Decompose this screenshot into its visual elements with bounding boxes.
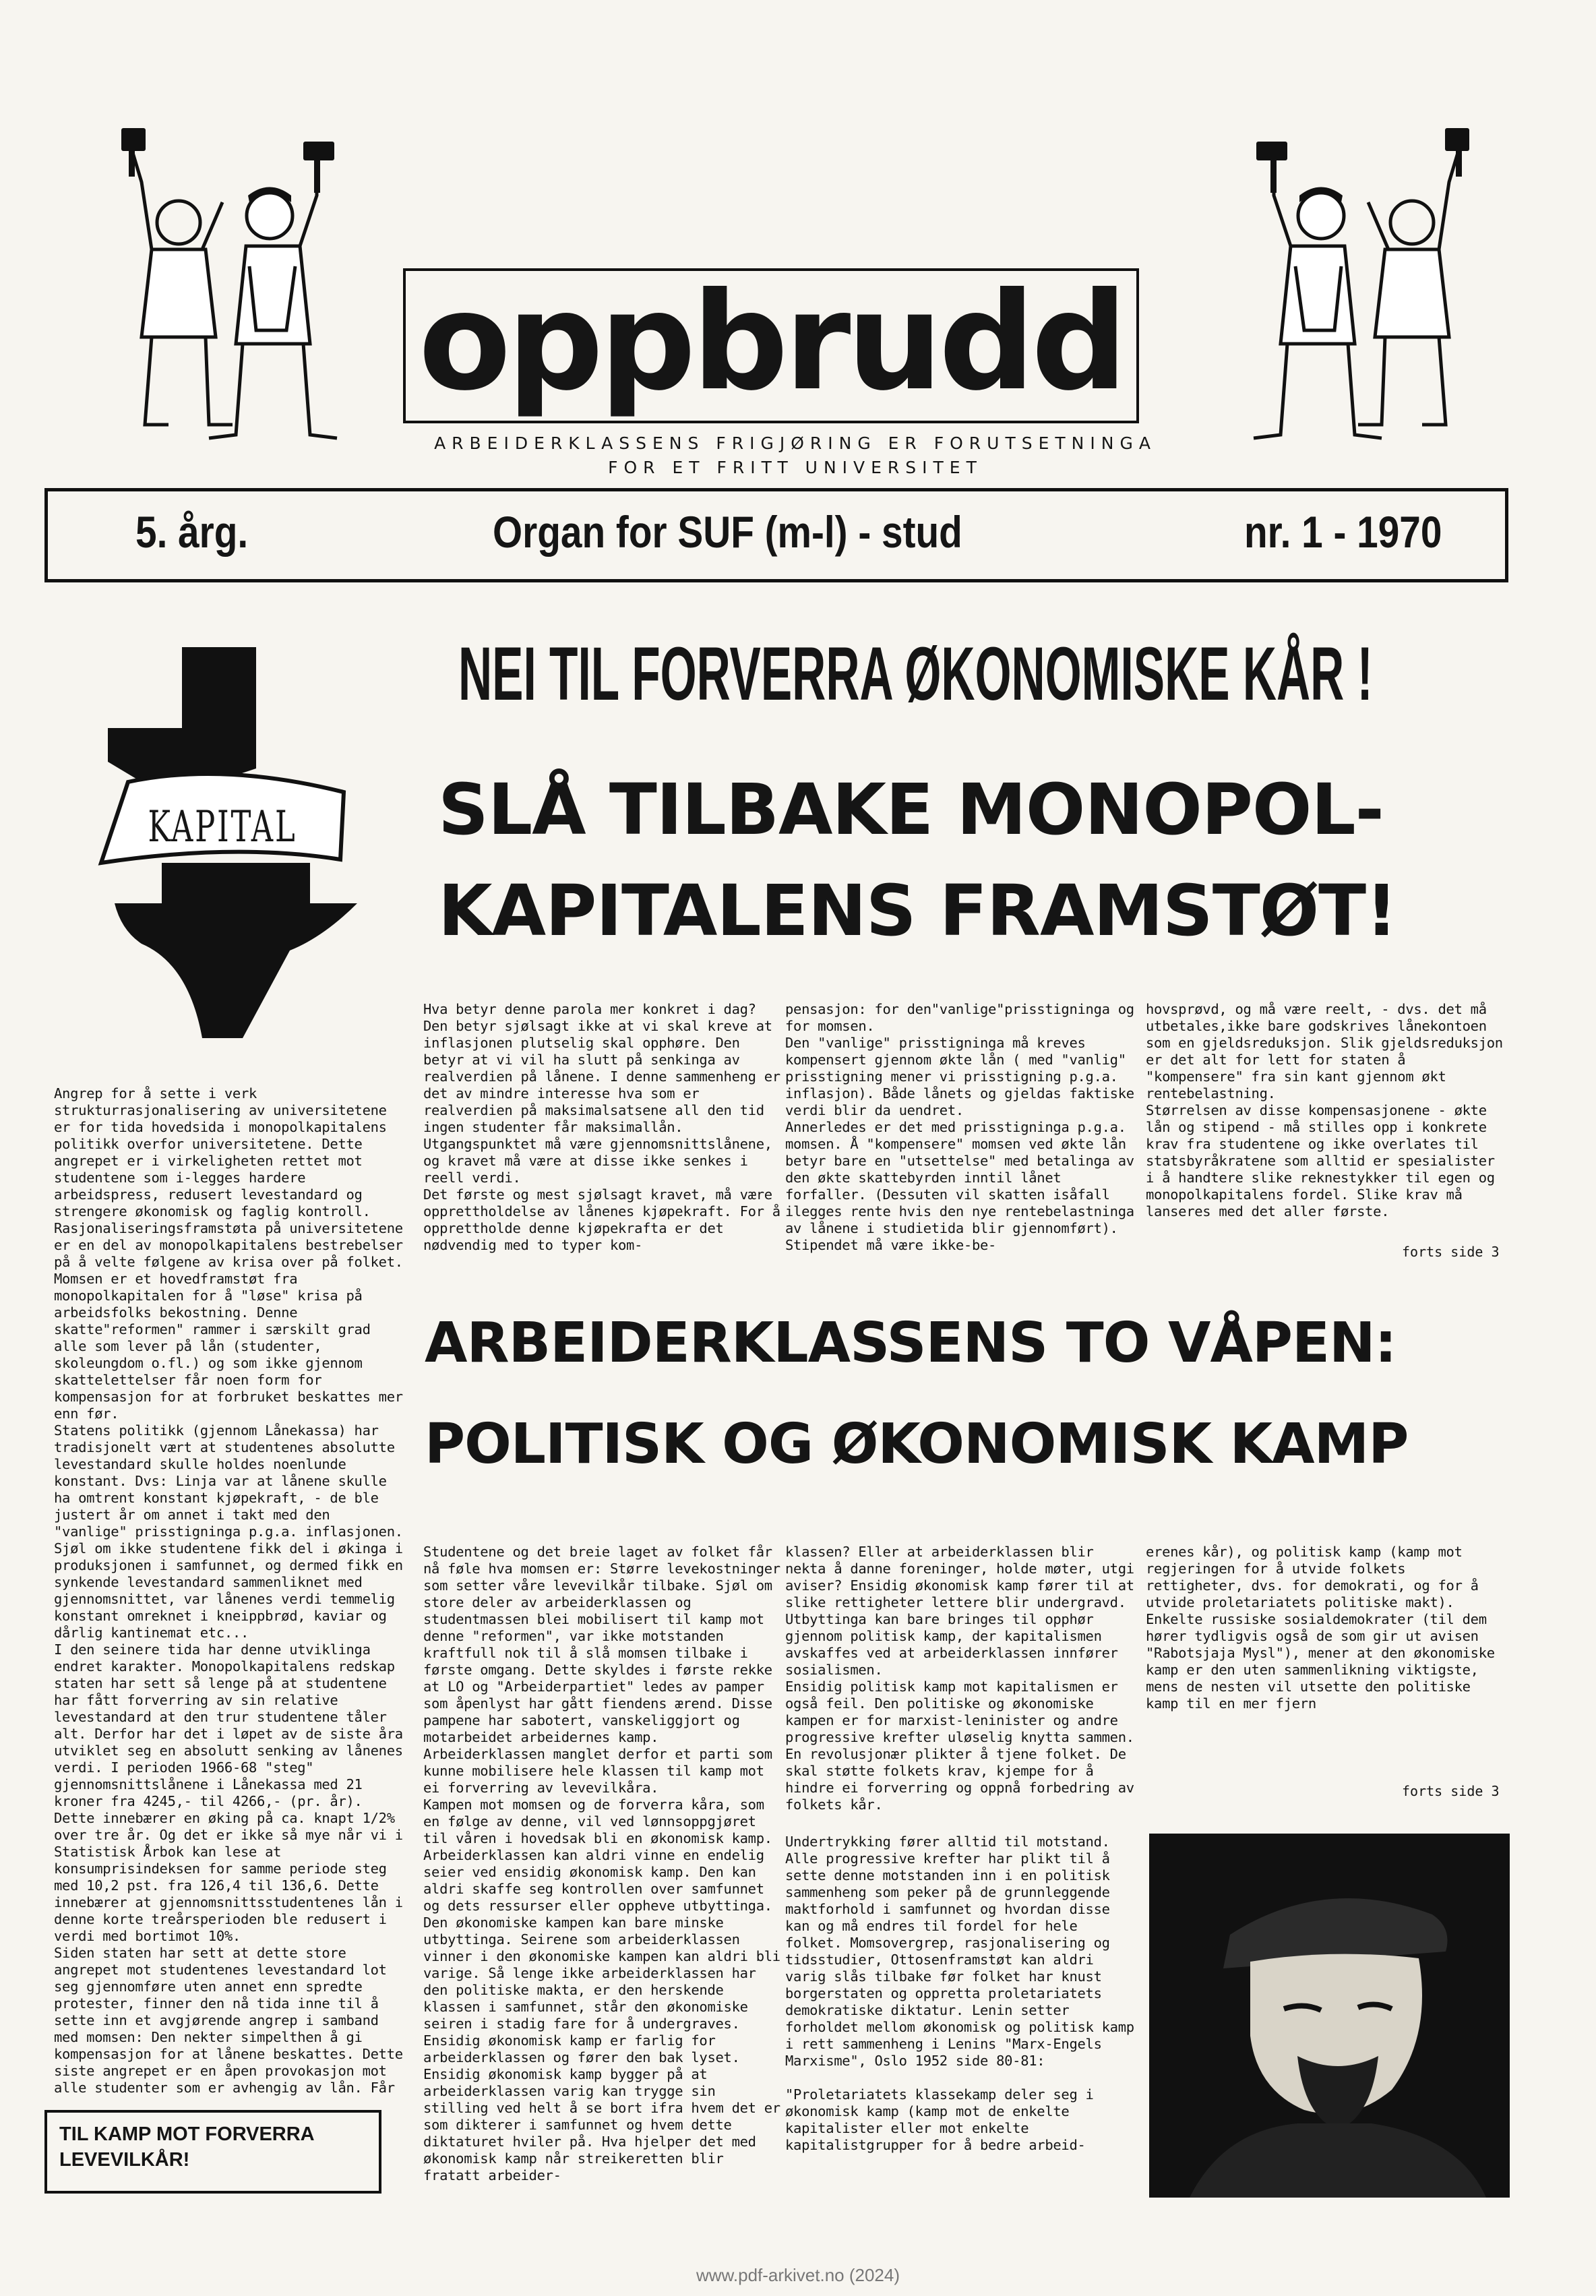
article2-col2-bottom: Undertrykking fører alltid til motstand. Alle progressive krefter har plikt til å sette denne motstanden inn i en politisk sammenheng som peker på de grunnleggende maktforhold i samfunnet og hvordan disse kan og må endres til fordel for hele folket. Momsovergrep, rasjonalisering og tidsstudier, Ottosenframstøt kan aldri varig slås tilbake før folket har knust borgerstaten og oppretta proletariatets demokratiske diktatur. Lenin setter forholdet mellom økonomisk og politisk kamp i rett sammenheng i Lenins "Marx-Engels Marxisme", Oslo 1952 side 80-81: "Proletariatets klassekamp deler seg i økonomisk kamp (kamp mot de enkelte kapitalister eller mot enkelte kapitalistgrupper for å bedre arbeid- [785,1834,1134,2153]
organ-issue: nr. 1 - 1970 [1244,507,1442,557]
organ-bar [44,488,1508,582]
masthead-title: oppbrudd [418,264,1124,421]
masthead-slogan-line1: ARBEIDERKLASSENS FRIGJØRING ER FORUTSETNINGA [434,433,1157,453]
callout-box [44,2110,381,2194]
footer-watermark: www.pdf-arkivet.no (2024) [696,2265,900,2285]
organ-year: 5. årg. [135,507,249,557]
callout-text: TIL KAMP MOT FORVERRA LEVEVILKÅR! [59,2123,314,2171]
headline1-line1: NEI TIL FORVERRA ØKONOMISKE KÅR ! [458,632,1373,716]
article1-col3: hovsprøvd, og må være reelt, - dvs. det må utbetales,ikke bare godskrives lånekontoen som en gjeldsreduksjon. Slik gjeldsreduksjon er det alt for lett for staten å "kompensere" fra sin kant gjennom økt rentebelastning. Størrelsen av disse kompensasjonene - økte lån og stipend - må stilles opp i konkrete krav fra studentene og ikke overlates til statsbyråkratene som alltid er spesialister i å handtere slike reknestykker til egen og monopolkapitalens fordel. Slike krav må lanseres med det aller første. [1146,1001,1503,1219]
article2-forts: forts side 3 [1402,1783,1500,1799]
worker-figures-left-icon [115,121,357,452]
kapital-label: KAPITAL [148,802,297,852]
article1-col2: pensasjon: for den"vanlige"prisstigninga og for momsen. Den "vanlige" prisstigninga må kreves kompensert gjennom økte lån ( med "vanlig" prisstigning mener vi prisstigning p.g.a. inflasjon). Både lånets og gjeldas faktiske verdi blir da uendret. Annerledes er det med prisstigninga p.g.a. momsen. Å "kompensere" momsen ved økte lån betyr bare en "utsettelse" med betalinga av den økte skattebyrden inntil lånet forfaller. (Dessuten vil skatten isåfall ilegges rente hvis den nye rentebelastninga av lånene i studietida blir gjennomført). Stipendet må være ikke-be- [785,1001,1134,1253]
article2-col3: erenes kår), og politisk kamp (kamp mot regjeringen for å utvide folkets rettigheter, dvs. for demokrati, og for å utvide proletariatets politiske makt). Enkelte russiske sosialdemokrater (til dem hører tydligvis også de som gir ut avisen "Rabotsjaja Mysl"), mener at den økonomiske kamp er den uten sammenlikning viktigste, mens de nesten vil utsette den politiske kamp til en mer fjern [1146,1544,1495,1712]
article2-col2-top: klassen? Eller at arbeiderklassen blir nekta å danne foreninger, holde møter, utgi aviser? Ensidig økonomisk kamp fører til at slike rettigheter lettere blir undergravd. Utbyttinga kan bare bringes til opphør gjennom politisk kamp, der kapitalismen avskaffes ved at arbeiderklassen innfører sosialismen. Ensidig politisk kamp mot kapitalismen er også feil. Den politiske og økonomiske kampen er for marxist-leninister og andre progressive krefter uløselig knytta sammen. En revolusjonær plikter å tjene folket. De skal støtte folkets krav, kjempe for å hindre ei forverring og oppnå forbedring av folkets kår. [785,1544,1134,1813]
headline2-line2: POLITISK OG ØKONOMISK KAMP [425,1412,1409,1476]
headline2-line1: ARBEIDERKLASSENS TO VÅPEN: [425,1311,1396,1375]
headline1-line2: SLÅ TILBAKE MONOPOL- [438,768,1384,851]
article1-forts: forts side 3 [1402,1244,1500,1260]
article1-col1: Hva betyr denne parola mer konkret i dag? Den betyr sjølsagt ikke at vi skal kreve at inflasjonen plutselig skal opphøre. Den betyr at vi vil ha slutt på senkinga av realverdien på lånene. I denne sammenheng er det av mindre interesse hva som er realverdien på maksimalsatsene all den tid ingen studenter får maksimallån. Utgangspunktet må være gjennomsnittslånene, og kravet må være at disse ikke senkes i reell verdi. Det første og mest sjølsagt kravet, må være opprettholdelse av lånenes kjøpekraft. For å opprettholde denne kjøpekrafta er det nødvendig med to typer kom- [423,1001,780,1253]
organ-label: Organ for SUF (m-l) - stud [493,507,962,557]
lenin-portrait-image [1149,1834,1510,2198]
article2-col1: Studentene og det breie laget av folket får nå føle hva momsen er: Større levekostninger som setter våre levevilkår tilbake. Sjøl om store deler av arbeiderklassen og studentmassen blei mobilisert til kamp mot denne "reformen", var ikke motstanden kraftfull nok til å slå momsen tilbake i første omgang. Dette skyldes i første rekke at LO og "Arbeiderpartiet" ledes av pamper som åpenlyst har gått fiendens ærend. Disse pampene har sabotert, vanskeliggjort og motarbeidet arbeidernes kamp. Arbeiderklassen manglet derfor et parti som kunne mobilisere hele klassen til kamp mot ei forverring av levevilkåra. Kampen mot momsen og de forverra kåra, som en følge av denne, vil ved lønnsoppgjøret til våren i hovedsak bli en økonomisk kamp. Arbeiderklassen kan aldri vinne en endelig seier ved ensidig økonomisk kamp. Den kan aldri skaffe seg kontrollen over samfunnet og dets ressurser eller oppheve utbyttinga. Den økonomiske kampen kan bare minske utbyttinga. Seirene som arbeiderklassen vinner i den økonomiske kampen kan aldri bli varige. Så lenge ikke arbeiderklassen har den politiske makta, er den herskende klassen i samfunnet, står den økonomiske seiren i stadig fare for å undergraves. Ensidig økonomisk kamp er farlig for arbeiderklassen og fører den bak lyset. Ensidig økonomisk kamp bygger på at arbeiderklassen varig kan trygge sin stilling ved helt å se bort ifra hvem det er som dikterer i samfunnet og hvem dette diktaturet hviler på. Hva hjelper det med økonomisk kamp når streikeretten blir fratatt arbeider- [423,1544,780,2183]
masthead-title-box [403,264,1139,423]
headline1-line3: KAPITALENS FRAMSTØT! [438,870,1397,952]
left-column-text: Angrep for å sette i verk strukturrasjonalisering av universitetene er for tida hovedsida i monopolkapitalens politikk overfor universitetene. Dette angrepet er i virkeligheten rettet mot studentene som i-legges hardere arbeidspress, redusert levestandard og strengere økonomisk og faglig kontroll. Rasjonaliseringsframstøta på universitetene er en del av monopolkapitalens bestrebelser på å velte følgene av krisa over på folket. Momsen er et hovedframstøt fra monopolkapitalen for å "løse" krisa på arbeidsfolks bekostning. Denne skatte"reformen" rammer i særskilt grad alle som lever på lån (studenter, skoleungdom o.fl.) og som ikke gjennom skattelettelser får noen form for kompensasjon for at forbruket beskattes mer enn før. Statens politikk (gjennom Lånekassa) har tradisjonelt vært at studentenes absolutte levestandard skulle holdes noenlunde konstant. Dvs: Linja var at lånene skulle ha omtrent konstant kjøpekraft, - de ble justert år om annet i takt med den "vanlige" prisstigninga p.g.a. inflasjonen. Sjøl om ikke studentene fikk del i økinga i produksjonen i samfunnet, og dermed fikk en synkende levestandard sammenliknet med gjennomsnittet, var lånenes verdi temmelig konstant omreknet i kneippbrød, kaviar og dårlig kantinemat etc... I den seinere tida har denne utviklinga endret karakter. Monopolkapitalens redskap staten har sett så lenge på at studentene har fått forverring av sin relative levestandard at den trur studentene tåler alt. Derfor har det i løpet av de siste åra utviklet seg en absolutt senking av lånenes verdi. I perioden 1966-68 "steg" gjennomsnittslånene i Lånekassa med 21 kroner fra 4245,- til 4266,- (pr. år). Dette innebærer en øking på ca. knapt 1/2% over tre år. Og det er ikke så mye når vi i Statistisk Årbok kan lese at konsumprisindeksen for samme periode steg med 10,2 pst. fra 126,4 til 136,6. Dette innebærer at gjennomsnittsstudentenes lån i denne korte treårsperioden ble redusert i verdi med bortimot 10%. Siden staten har sett at dette store angrepet mot studentenes levestandard lot seg gjennomføre uten annet enn spredte protester, finner den nå tida inne til å sette inn et avgjørende angrep i samband med momsen: Den nekter simpelthen å gi kompensasjon for at lånene beskattes. Dette siste angrepet er en åpen provokasjon mot alle studenter som er avhengig av lån. Får [54,1085,403,2096]
worker-figures-right-icon [1233,121,1476,452]
masthead-slogan-line2: FOR ET FRITT UNIVERSITET [608,458,983,477]
